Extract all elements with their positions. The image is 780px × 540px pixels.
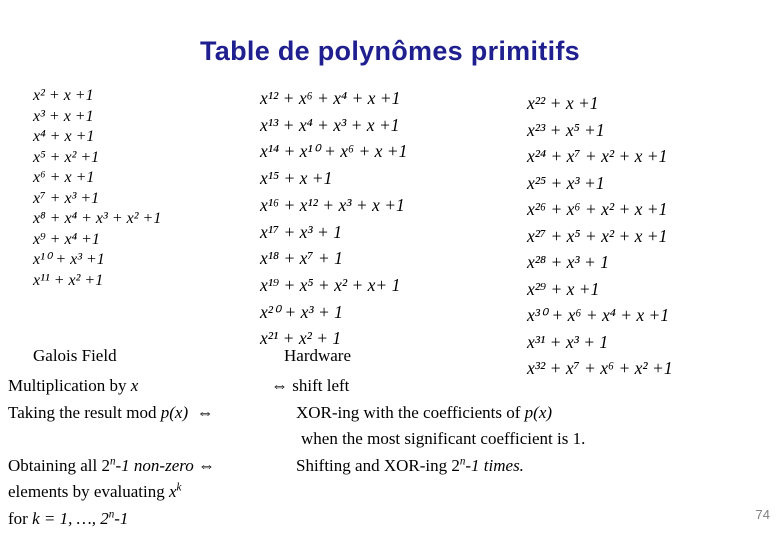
taking-mod-var: p(x) — [160, 403, 189, 422]
taking-mod-label: Taking the result mod — [8, 403, 157, 422]
xor-var: p(x) — [524, 403, 553, 422]
polynomial-item: x²⁵ + x³ +1 — [527, 172, 605, 193]
polynomial-item: x⁴ + x +1 — [33, 128, 95, 145]
polynomial-item: x¹² + x⁶ + x⁴ + x +1 — [260, 88, 401, 108]
obtaining-exp: n — [109, 455, 116, 468]
polynomial-column-3 — [527, 90, 673, 382]
xor-line — [296, 403, 552, 423]
shifting-rest: -1 times. — [465, 456, 524, 475]
polynomial-item: x⁵ + x² +1 — [33, 148, 100, 166]
equivalence-icon: ⇔ — [197, 456, 215, 475]
polynomial-column-1 — [33, 86, 161, 291]
polynomial-item: x²⁰ + x³ + 1 — [260, 301, 343, 322]
polynomial-item: x¹⁶ + x¹² + x³ + x +1 — [260, 194, 405, 215]
for-exp: n — [108, 508, 115, 521]
shifting-exp: n — [459, 455, 466, 468]
for-label: for — [8, 509, 28, 528]
polynomial-item: x¹¹ + x² +1 — [33, 271, 104, 289]
polynomial-item: x³⁰ + x⁶ + x⁴ + x +1 — [527, 305, 670, 325]
polynomial-item: x¹⁹ + x⁵ + x² + x+ 1 — [260, 274, 401, 295]
polynomial-item: x¹⁵ + x +1 — [260, 168, 333, 189]
polynomial-item: x¹⁷ + x³ + 1 — [260, 221, 342, 242]
polynomial-item: x²⁴ + x⁷ + x² + x +1 — [527, 146, 668, 166]
polynomial-item: x³ + x +1 — [33, 107, 94, 125]
polynomial-item: x²² + x +1 — [527, 93, 599, 113]
xor-label: XOR-ing with the coefficients of — [296, 403, 521, 422]
polynomial-item: x⁶ + x +1 — [33, 169, 95, 186]
multiplication-line — [8, 376, 138, 396]
galois-field-heading: Galois Field — [33, 346, 117, 365]
polynomial-item: x¹⁴ + x¹⁰ + x⁶ + x +1 — [260, 141, 408, 162]
multiplication-label: Multiplication by — [8, 376, 127, 395]
polynomial-item: x²¹ + x² + 1 — [260, 328, 342, 349]
for-expr: k = 1, …, 2 — [32, 509, 109, 528]
polynomial-item: x⁸ + x⁴ + x³ + x² +1 — [33, 210, 162, 227]
polynomial-column-2 — [260, 85, 407, 352]
shifting-line — [296, 456, 524, 476]
polynomial-item: x¹³ + x⁴ + x³ + x +1 — [260, 114, 400, 135]
polynomial-item: x²⁹ + x +1 — [527, 278, 600, 299]
shifting-label: Shifting and XOR-ing 2 — [296, 456, 460, 475]
polynomial-item: x²³ + x⁵ +1 — [527, 119, 605, 140]
obtaining-rest: -1 non-zero — [115, 456, 194, 475]
polynomial-item: x¹⁰ + x³ +1 — [33, 251, 105, 268]
shift-left-line — [271, 376, 349, 396]
elements-exp: k — [176, 481, 182, 494]
elements-line — [8, 482, 181, 502]
shift-left-label: shift left — [292, 376, 350, 395]
hardware-heading: Hardware — [284, 346, 352, 365]
polynomial-item: x²⁷ + x⁵ + x² + x +1 — [527, 225, 668, 246]
obtaining-label: Obtaining all 2 — [8, 456, 110, 475]
obtaining-line — [8, 456, 215, 476]
page-title: Table de polynômes primitifs — [200, 36, 580, 66]
equivalence-icon: ⇔ — [196, 403, 214, 422]
taking-mod-line — [8, 403, 214, 423]
polynomial-item: x⁹ + x⁴ +1 — [33, 230, 100, 248]
elements-label: elements by evaluating — [8, 482, 165, 501]
page-number: 74 — [755, 507, 770, 522]
polynomial-item: x²⁸ + x³ + 1 — [527, 252, 609, 272]
for-rest: -1 — [114, 509, 129, 528]
polynomial-item: x¹⁸ + x⁷ + 1 — [260, 248, 343, 269]
polynomial-item: x²⁶ + x⁶ + x² + x +1 — [527, 199, 668, 219]
polynomial-item: x³¹ + x³ + 1 — [527, 331, 609, 352]
elements-var: x — [168, 482, 177, 501]
polynomial-item: x³² + x⁷ + x⁶ + x² +1 — [527, 358, 673, 378]
polynomial-item: x² + x +1 — [33, 87, 94, 104]
equivalence-icon: ⇔ — [271, 376, 288, 395]
multiplication-var: x — [130, 376, 139, 395]
when-line: when the most significant coefficient is 1. — [301, 429, 586, 448]
for-line — [8, 509, 128, 529]
polynomial-item: x⁷ + x³ +1 — [33, 189, 100, 207]
